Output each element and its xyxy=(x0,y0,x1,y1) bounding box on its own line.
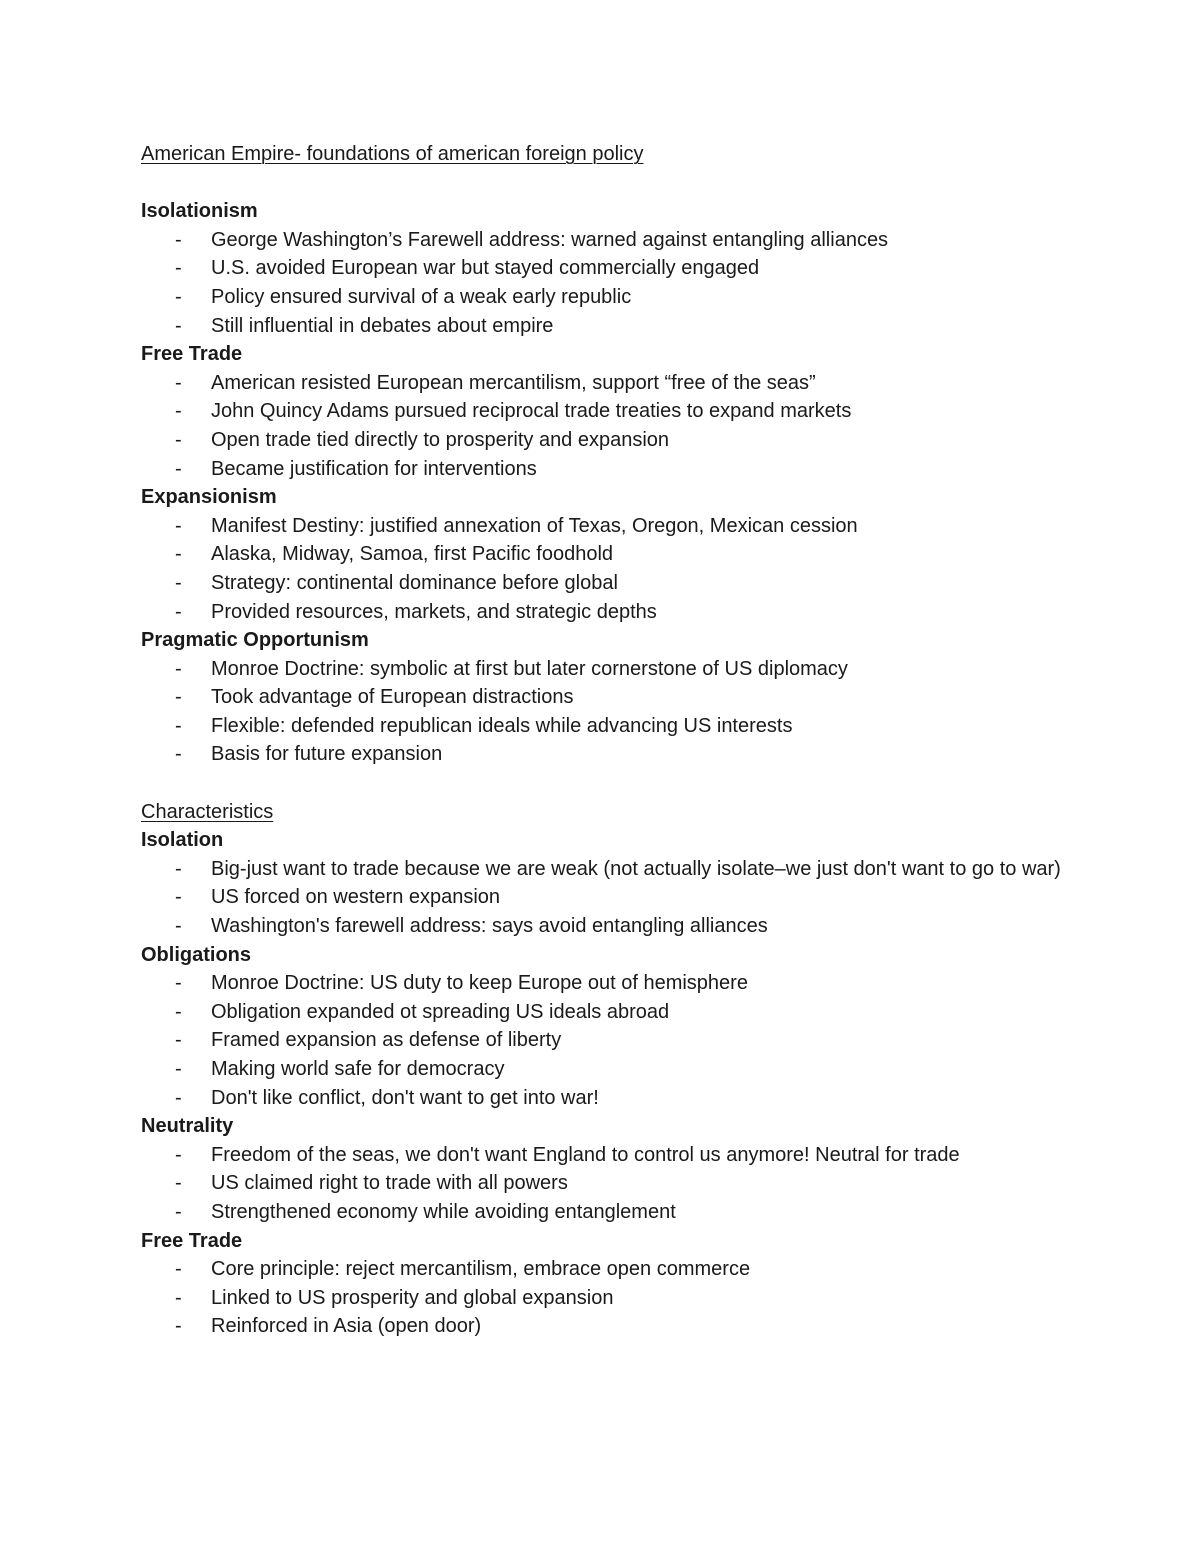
bullet-item xyxy=(141,569,1081,598)
bullet-dash: - xyxy=(175,1000,182,1023)
document-page xyxy=(141,140,1081,1341)
bullet-item xyxy=(141,969,1081,998)
bullet-dash: - xyxy=(175,714,182,737)
bullet-dash: - xyxy=(175,285,182,308)
bullet-text: Flexible: defended republican ideals while advancing US interests xyxy=(211,714,793,737)
bullet-text: Reinforced in Asia (open door) xyxy=(211,1315,482,1338)
bullet-item xyxy=(141,540,1081,569)
bullet-dash: - xyxy=(175,915,182,938)
bullet-list xyxy=(141,1141,1081,1227)
bullet-item xyxy=(141,1055,1081,1084)
bullet-item xyxy=(141,512,1081,541)
bullet-dash: - xyxy=(175,1143,182,1166)
bullet-text: Monroe Doctrine: US duty to keep Europe out of hemisphere xyxy=(211,972,748,995)
section-heading: Obligations xyxy=(141,943,251,966)
bullet-item xyxy=(141,455,1081,484)
bullet-dash: - xyxy=(175,657,182,680)
section-block xyxy=(141,340,1081,483)
bullet-item xyxy=(141,855,1081,884)
bullet-dash: - xyxy=(175,857,182,880)
bullet-dash: - xyxy=(175,257,182,280)
bullet-list xyxy=(141,512,1081,626)
bullet-text: U.S. avoided European war but stayed commercially engaged xyxy=(211,257,760,280)
bullet-text: Provided resources, markets, and strategic depths xyxy=(211,600,657,623)
bullet-text: US forced on western expansion xyxy=(211,886,501,909)
section-heading: Expansionism xyxy=(141,486,277,509)
bullet-dash: - xyxy=(175,1315,182,1338)
bullet-dash: - xyxy=(175,428,182,451)
bullet-dash: - xyxy=(175,886,182,909)
bullet-dash: - xyxy=(175,1029,182,1052)
spacer xyxy=(141,769,1081,798)
bullet-text: Making world safe for democracy xyxy=(211,1058,505,1080)
bullet-item xyxy=(141,426,1081,455)
section-block xyxy=(141,826,1081,940)
section-block xyxy=(141,941,1081,1113)
bullet-text: Open trade tied directly to prosperity and expansion xyxy=(211,428,670,451)
bullet-text: Freedom of the seas, we don't want England to control us anymore! Neutral for trade xyxy=(211,1143,960,1166)
bullet-text: Strengthened economy while avoiding entanglement xyxy=(211,1200,676,1223)
bullet-text: Framed expansion as defense of liberty xyxy=(211,1029,562,1052)
section-heading: Pragmatic Opportunism xyxy=(141,629,369,652)
section-heading: Free Trade xyxy=(141,343,243,366)
bullet-dash: - xyxy=(175,543,182,566)
bullet-dash: - xyxy=(175,457,182,480)
bullet-item xyxy=(141,655,1081,684)
section-block xyxy=(141,1112,1081,1226)
bullet-item xyxy=(141,598,1081,627)
section-block xyxy=(141,626,1081,769)
bullet-dash: - xyxy=(175,600,182,623)
bullet-item xyxy=(141,1312,1081,1341)
bullet-item xyxy=(141,998,1081,1027)
bullet-text: Washington's farewell address: says avoid entangling alliances xyxy=(211,915,768,938)
bullet-item xyxy=(141,1198,1081,1227)
bullet-text: Manifest Destiny: justified annexation of Texas, Oregon, Mexican cession xyxy=(211,514,858,537)
bullet-item xyxy=(141,712,1081,741)
section-heading: Isolation xyxy=(141,829,224,852)
bullet-text: American resisted European mercantilism, support “free of the seas” xyxy=(211,371,816,394)
bullet-item xyxy=(141,1141,1081,1170)
bullet-item xyxy=(141,1284,1081,1313)
bullet-item xyxy=(141,369,1081,398)
bullet-text: Took advantage of European distractions xyxy=(211,686,574,709)
bullet-item xyxy=(141,912,1081,941)
bullet-list xyxy=(141,655,1081,769)
spacer xyxy=(141,169,1081,198)
bullet-item xyxy=(141,683,1081,712)
bullet-text: US claimed right to trade with all powers xyxy=(211,1172,568,1195)
bullet-item xyxy=(141,740,1081,769)
bullet-dash: - xyxy=(175,571,182,594)
bullet-item xyxy=(141,1084,1081,1113)
bullet-list xyxy=(141,369,1081,483)
bullet-text: Still influential in debates about empire xyxy=(211,314,554,337)
bullet-list xyxy=(141,855,1081,941)
bullet-item xyxy=(141,312,1081,341)
bullet-item xyxy=(141,1169,1081,1198)
bullet-item xyxy=(141,1255,1081,1284)
bullet-item xyxy=(141,226,1081,255)
bullet-dash: - xyxy=(175,514,182,537)
bullet-dash: - xyxy=(175,743,182,766)
bullet-text: Strategy: continental dominance before global xyxy=(211,571,618,594)
section-heading: Neutrality xyxy=(141,1115,234,1138)
bullet-text: George Washington’s Farewell address: warned against entangling alliances xyxy=(211,228,889,251)
bullet-dash: - xyxy=(175,1086,182,1109)
section-block xyxy=(141,483,1081,626)
bullet-list xyxy=(141,1255,1081,1341)
section-subtitle: Characteristics xyxy=(141,800,274,823)
bullet-item xyxy=(141,254,1081,283)
bullet-dash: - xyxy=(175,1058,182,1080)
bullet-text: Don't like conflict, don't want to get into war! xyxy=(211,1086,599,1109)
bullet-dash: - xyxy=(175,314,182,337)
bullet-dash: - xyxy=(175,1172,182,1195)
bullet-text: Big-just want to trade because we are weak (not actually isolate–we just don't want to go to war) xyxy=(211,857,1061,880)
section-block xyxy=(141,1227,1081,1341)
section-heading: Free Trade xyxy=(141,1229,243,1252)
bullet-text: Basis for future expansion xyxy=(211,743,443,766)
characteristics-sections xyxy=(141,826,1081,1341)
bullet-item xyxy=(141,397,1081,426)
section-block xyxy=(141,197,1081,340)
bullet-item xyxy=(141,1026,1081,1055)
bullet-text: Policy ensured survival of a weak early republic xyxy=(211,285,632,308)
bullet-dash: - xyxy=(175,686,182,709)
bullet-item xyxy=(141,283,1081,312)
bullet-dash: - xyxy=(175,400,182,423)
document-title: American Empire- foundations of american foreign policy xyxy=(141,143,644,165)
bullet-text: John Quincy Adams pursued reciprocal trade treaties to expand markets xyxy=(211,400,852,423)
bullet-list xyxy=(141,969,1081,1112)
bullet-dash: - xyxy=(175,228,182,251)
foundations-sections xyxy=(141,197,1081,769)
bullet-dash: - xyxy=(175,1200,182,1223)
bullet-text: Linked to US prosperity and global expansion xyxy=(211,1286,614,1309)
bullet-text: Became justification for interventions xyxy=(211,457,537,480)
section-heading: Isolationism xyxy=(141,200,258,223)
bullet-dash: - xyxy=(175,1258,182,1281)
bullet-item xyxy=(141,883,1081,912)
bullet-dash: - xyxy=(175,1286,182,1309)
bullet-list xyxy=(141,226,1081,340)
bullet-text: Monroe Doctrine: symbolic at first but later cornerstone of US diplomacy xyxy=(211,657,848,680)
bullet-dash: - xyxy=(175,371,182,394)
bullet-dash: - xyxy=(175,972,182,995)
bullet-text: Alaska, Midway, Samoa, first Pacific foodhold xyxy=(211,543,614,566)
bullet-text: Core principle: reject mercantilism, embrace open commerce xyxy=(211,1258,751,1281)
bullet-text: Obligation expanded ot spreading US ideals abroad xyxy=(211,1000,670,1023)
